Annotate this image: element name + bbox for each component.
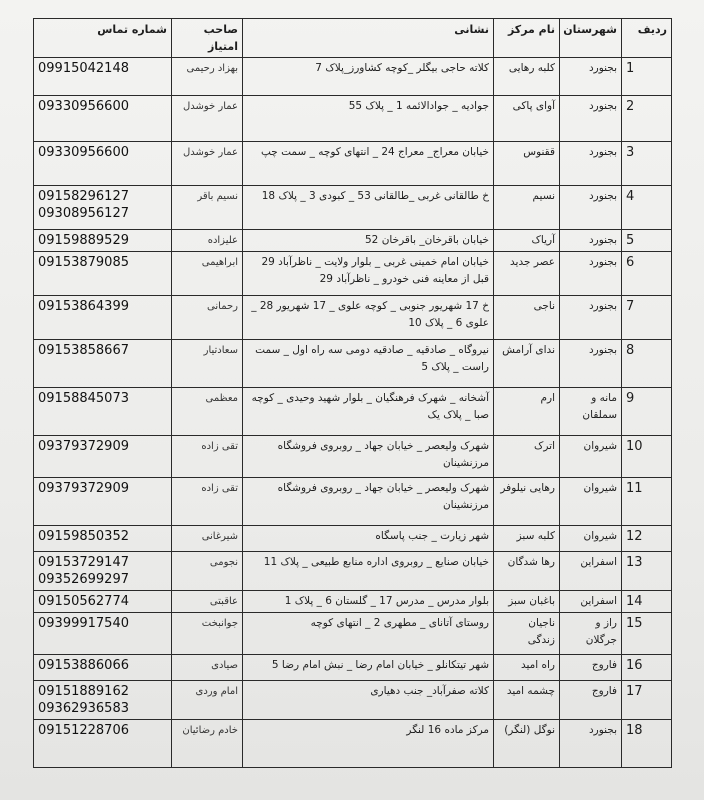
table-row: [34, 655, 672, 681]
center-name-cell: ناجیان زندگی: [494, 613, 560, 655]
phone-cell: [34, 142, 172, 186]
phone-number: 09330956600: [38, 145, 129, 160]
phone-number: 09151889162: [38, 684, 129, 699]
address-cell: آشخانه _ شهرک فرهنگیان _ بلوار شهید وحیدی _ کوچه صبا _ پلاک یک: [243, 388, 494, 436]
table-row: [34, 478, 672, 526]
phone-cell: [34, 340, 172, 388]
phone-cell: [34, 230, 172, 252]
table-row: [34, 142, 672, 186]
phone-number: 09379372909: [38, 481, 129, 496]
owner-cell: رحمانی: [172, 296, 243, 340]
table-row: [34, 552, 672, 591]
address-cell: خ طالقانی غربی _طالقانی 53 _ کبودی 3 _ پلاک 18: [243, 186, 494, 230]
phone-number: 09158296127: [38, 189, 129, 204]
row-number: 7: [622, 296, 672, 340]
phone-number: 09150562774: [38, 594, 129, 609]
table-header: [34, 19, 672, 58]
table-body: [34, 58, 672, 768]
header-address: نشانی: [243, 19, 494, 58]
phone-number: 09159850352: [38, 529, 129, 544]
city-cell: شیروان: [560, 526, 622, 552]
address-cell: روستای آتانای _ مطهری 2 _ انتهای کوچه: [243, 613, 494, 655]
phone-cell: [34, 296, 172, 340]
city-cell: بجنورد: [560, 720, 622, 768]
row-number: 1: [622, 58, 672, 96]
phone-cell: [34, 613, 172, 655]
address-cell: شهرک ولیعصر _ خیابان جهاد _ روبروی فروشگاه مرزنشینان: [243, 478, 494, 526]
city-cell: بجنورد: [560, 230, 622, 252]
owner-cell: عاقبتی: [172, 591, 243, 613]
address-cell: خیابان باقرخان_ باقرخان 52: [243, 230, 494, 252]
table-row: [34, 591, 672, 613]
row-number: 15: [622, 613, 672, 655]
owner-cell: امام وردی: [172, 681, 243, 720]
phone-number: 09330956600: [38, 99, 129, 114]
address-cell: مرکز ماده 16 لنگر: [243, 720, 494, 768]
center-name-cell: اترک: [494, 436, 560, 478]
phone-cell: [34, 96, 172, 142]
city-cell: اسفراین: [560, 552, 622, 591]
row-number: 17: [622, 681, 672, 720]
city-cell: بجنورد: [560, 96, 622, 142]
center-name-cell: ناجی: [494, 296, 560, 340]
phone-number: 09153864399: [38, 299, 129, 314]
header-city: شهرستان: [560, 19, 622, 58]
address-cell: شهر تیتکانلو _ خیابان امام رضا _ نبش امام رضا 5: [243, 655, 494, 681]
owner-cell: تقی زاده: [172, 436, 243, 478]
center-name-cell: ققنوس: [494, 142, 560, 186]
phone-number: 09399917540: [38, 616, 129, 631]
phone-number: 09153886066: [38, 658, 129, 673]
city-cell: شیروان: [560, 478, 622, 526]
row-number: 5: [622, 230, 672, 252]
center-name-cell: چشمه امید: [494, 681, 560, 720]
phone-number: 09352699297: [38, 572, 129, 587]
owner-cell: شیرغانی: [172, 526, 243, 552]
table-row: [34, 436, 672, 478]
address-cell: شهر زیارت _ جنب پاسگاه: [243, 526, 494, 552]
table-row: [34, 681, 672, 720]
owner-cell: نسیم باقر: [172, 186, 243, 230]
row-number: 14: [622, 591, 672, 613]
phone-number: 09151228706: [38, 723, 129, 738]
row-number: 3: [622, 142, 672, 186]
center-name-cell: عصر جدید: [494, 252, 560, 296]
phone-cell: [34, 436, 172, 478]
city-cell: بجنورد: [560, 142, 622, 186]
center-name-cell: نوگل (لنگر): [494, 720, 560, 768]
center-name-cell: کلبه سبز: [494, 526, 560, 552]
city-cell: فاروج: [560, 655, 622, 681]
phone-number: 09379372909: [38, 439, 129, 454]
owner-cell: علیزاده: [172, 230, 243, 252]
centers-table: [33, 18, 672, 768]
address-cell: جوادیه _ جوادالائمه 1 _ پلاک 55: [243, 96, 494, 142]
row-number: 16: [622, 655, 672, 681]
row-number: 8: [622, 340, 672, 388]
owner-cell: ابراهیمی: [172, 252, 243, 296]
owner-cell: معظمی: [172, 388, 243, 436]
row-number: 4: [622, 186, 672, 230]
table-row: [34, 388, 672, 436]
phone-number: 09158845073: [38, 391, 129, 406]
header-center-name: نام مرکز: [494, 19, 560, 58]
center-name-cell: کلبه رهایی: [494, 58, 560, 96]
header-row-number: ردیف: [622, 19, 672, 58]
row-number: 10: [622, 436, 672, 478]
address-cell: خیابان امام خمینی غربی _ بلوار ولایت _ ناظرآباد 29 قبل از معاینه فنی خودرو _ ناظرآباد 29: [243, 252, 494, 296]
center-name-cell: رهایی نیلوفر: [494, 478, 560, 526]
address-cell: کلاته حاجی بیگلر _کوچه کشاورز_پلاک 7: [243, 58, 494, 96]
phone-cell: [34, 655, 172, 681]
owner-cell: خادم رضائیان: [172, 720, 243, 768]
center-name-cell: رها شدگان: [494, 552, 560, 591]
row-number: 13: [622, 552, 672, 591]
row-number: 12: [622, 526, 672, 552]
owner-cell: صیادی: [172, 655, 243, 681]
phone-cell: [34, 552, 172, 591]
address-cell: کلاته صفرآباد_ جنب دهیاری: [243, 681, 494, 720]
phone-cell: [34, 252, 172, 296]
phone-cell: [34, 720, 172, 768]
table-row: [34, 186, 672, 230]
city-cell: شیروان: [560, 436, 622, 478]
row-number: 2: [622, 96, 672, 142]
owner-cell: بهزاد رحیمی: [172, 58, 243, 96]
row-number: 11: [622, 478, 672, 526]
center-name-cell: ندای آرامش: [494, 340, 560, 388]
phone-number: 09153879085: [38, 255, 129, 270]
phone-number: 09153729147: [38, 555, 129, 570]
table-row: [34, 96, 672, 142]
header-owner: صاحب امتیاز: [172, 19, 243, 58]
phone-cell: [34, 591, 172, 613]
table-row: [34, 296, 672, 340]
phone-cell: [34, 388, 172, 436]
address-cell: خیابان معراج_ معراج 24 _ انتهای کوچه _ سمت چپ: [243, 142, 494, 186]
phone-cell: [34, 681, 172, 720]
city-cell: راز و جرگلان: [560, 613, 622, 655]
table-row: [34, 252, 672, 296]
owner-cell: عمار خوشدل: [172, 96, 243, 142]
table-row: [34, 58, 672, 96]
phone-cell: [34, 526, 172, 552]
owner-cell: تقی زاده: [172, 478, 243, 526]
center-name-cell: راه امید: [494, 655, 560, 681]
phone-number: 09362936583: [38, 701, 129, 716]
phone-number: 09159889529: [38, 233, 129, 248]
header-phone: شماره تماس: [34, 19, 172, 58]
phone-cell: [34, 186, 172, 230]
city-cell: فاروج: [560, 681, 622, 720]
address-cell: خیابان صنایع _ روبروی اداره منابع طبیعی _ پلاک 11: [243, 552, 494, 591]
address-cell: خ 17 شهریور جنوبی _ کوچه علوی _ 17 شهریور 28 _ علوی 6 _ پلاک 10: [243, 296, 494, 340]
row-number: 9: [622, 388, 672, 436]
city-cell: بجنورد: [560, 186, 622, 230]
table-row: [34, 720, 672, 768]
table-row: [34, 340, 672, 388]
address-cell: بلوار مدرس _ مدرس 17 _ گلستان 6 _ پلاک 1: [243, 591, 494, 613]
phone-number: 09915042148: [38, 61, 129, 76]
row-number: 6: [622, 252, 672, 296]
phone-number: 09308956127: [38, 206, 129, 221]
phone-cell: [34, 478, 172, 526]
city-cell: بجنورد: [560, 58, 622, 96]
city-cell: بجنورد: [560, 296, 622, 340]
phone-number: 09153858667: [38, 343, 129, 358]
table-row: [34, 526, 672, 552]
city-cell: بجنورد: [560, 340, 622, 388]
address-cell: شهرک ولیعصر _ خیابان جهاد _ روبروی فروشگاه مرزنشینان: [243, 436, 494, 478]
city-cell: مانه و سملقان: [560, 388, 622, 436]
center-name-cell: ارم: [494, 388, 560, 436]
owner-cell: نجومی: [172, 552, 243, 591]
owner-cell: سعادتیار: [172, 340, 243, 388]
owner-cell: جوانبخت: [172, 613, 243, 655]
table-row: [34, 230, 672, 252]
city-cell: بجنورد: [560, 252, 622, 296]
address-cell: نیروگاه _ صادقیه _ صادقیه دومی سه راه اول _ سمت راست _ پلاک 5: [243, 340, 494, 388]
row-number: 18: [622, 720, 672, 768]
city-cell: اسفراین: [560, 591, 622, 613]
center-name-cell: آریاک: [494, 230, 560, 252]
owner-cell: عمار خوشدل: [172, 142, 243, 186]
table-row: [34, 613, 672, 655]
center-name-cell: باغبان سبز: [494, 591, 560, 613]
center-name-cell: آوای پاکی: [494, 96, 560, 142]
phone-cell: [34, 58, 172, 96]
center-name-cell: نسیم: [494, 186, 560, 230]
